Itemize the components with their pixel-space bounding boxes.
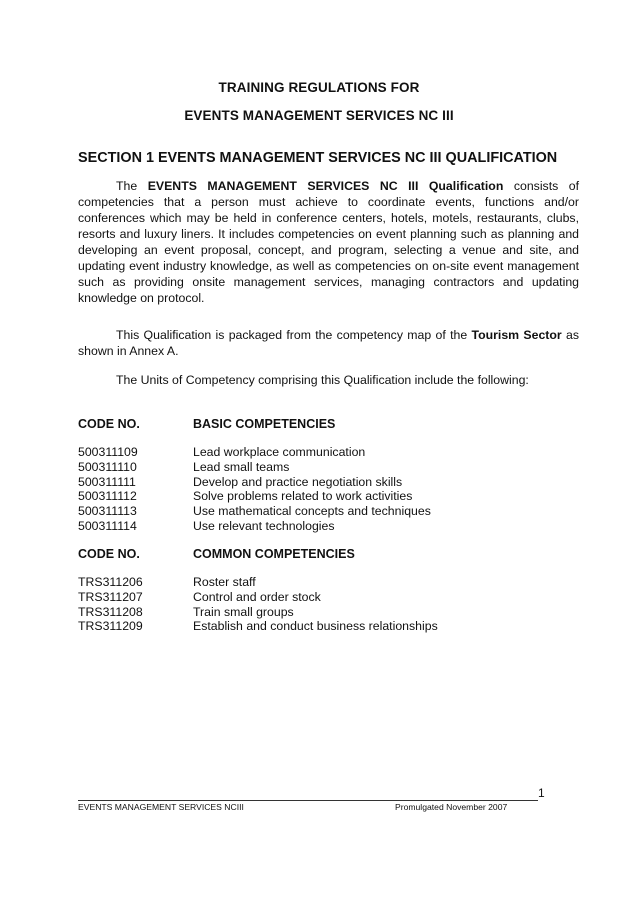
competency-code: TRS311208 bbox=[78, 604, 143, 619]
intro-p2-lead: This Qualification is packaged from the competency map of the bbox=[116, 328, 472, 342]
footer-document-title: EVENTS MANAGEMENT SERVICES NCIII bbox=[78, 802, 244, 812]
competency-title: Control and order stock bbox=[193, 589, 321, 604]
common-competencies-header bbox=[78, 547, 355, 561]
intro-p2-sector: Tourism Sector bbox=[471, 328, 562, 342]
competency-title: Roster staff bbox=[193, 575, 256, 589]
basic-competencies-header bbox=[78, 417, 336, 431]
intro-p3-text: The Units of Competency comprising this Qualification include the following: bbox=[116, 373, 529, 387]
competency-title: Train small groups bbox=[193, 604, 294, 619]
competency-title: Solve problems related to work activities bbox=[193, 489, 413, 504]
basic-title-header: BASIC COMPETENCIES bbox=[193, 417, 336, 431]
competency-title: Use relevant technologies bbox=[193, 518, 335, 533]
competency-code: TRS311206 bbox=[78, 575, 143, 589]
competency-code: TRS311207 bbox=[78, 589, 143, 604]
competency-code: 500311109 bbox=[78, 445, 138, 459]
intro-p1-body: consists of competencies that a person must achieve to coordinate events, functions and/or conferences which may be held in conference centers, hotels, motels, restaurants, clubs, resorts and luxury liners. It includes competencies on event planning such as planning and developing an event proposal, concept, and program, selecting a venue and site, and updating event industry knowledge, as well as competencies on on-site event management such as providing onsite management services, managing contractors and updating knowledge on protocol. bbox=[78, 179, 580, 305]
competency-title: Lead small teams bbox=[193, 459, 290, 474]
intro-paragraph-3 bbox=[78, 372, 579, 388]
competency-title: Use mathematical concepts and techniques bbox=[193, 504, 431, 519]
competency-code: TRS311209 bbox=[78, 619, 143, 634]
intro-p2-rest: as shown in Annex A. bbox=[78, 328, 579, 358]
intro-p1-qualification-name: EVENTS MANAGEMENT SERVICES NC III Qualification bbox=[147, 179, 504, 193]
competency-code: 500311113 bbox=[78, 504, 137, 519]
document-title-line-1: TRAINING REGULATIONS FOR bbox=[218, 80, 420, 95]
page-number: 1 bbox=[538, 786, 545, 800]
section-heading: SECTION 1 EVENTS MANAGEMENT SERVICES NC III QUALIFICATION bbox=[78, 150, 558, 166]
common-title-header: COMMON COMPETENCIES bbox=[193, 547, 355, 561]
competency-title: Develop and practice negotiation skills bbox=[193, 474, 403, 489]
intro-p1-lead: The bbox=[116, 179, 148, 193]
competency-code: 500311112 bbox=[78, 489, 137, 504]
basic-code-header: CODE NO. bbox=[78, 417, 140, 431]
common-code-header: CODE NO. bbox=[78, 547, 140, 561]
document-title-line-2: EVENTS MANAGEMENT SERVICES NC III bbox=[184, 108, 454, 123]
competency-title: Establish and conduct business relationships bbox=[193, 619, 438, 634]
competency-title: Lead workplace communication bbox=[193, 445, 366, 459]
intro-paragraph-1 bbox=[78, 178, 579, 306]
footer-promulgation-date: Promulgated November 2007 bbox=[395, 802, 508, 812]
intro-paragraph-2 bbox=[78, 327, 579, 359]
competency-code: 500311110 bbox=[78, 459, 137, 474]
footer-divider bbox=[78, 800, 538, 801]
competency-code: 500311111 bbox=[78, 474, 136, 489]
competency-code: 500311114 bbox=[78, 518, 137, 533]
